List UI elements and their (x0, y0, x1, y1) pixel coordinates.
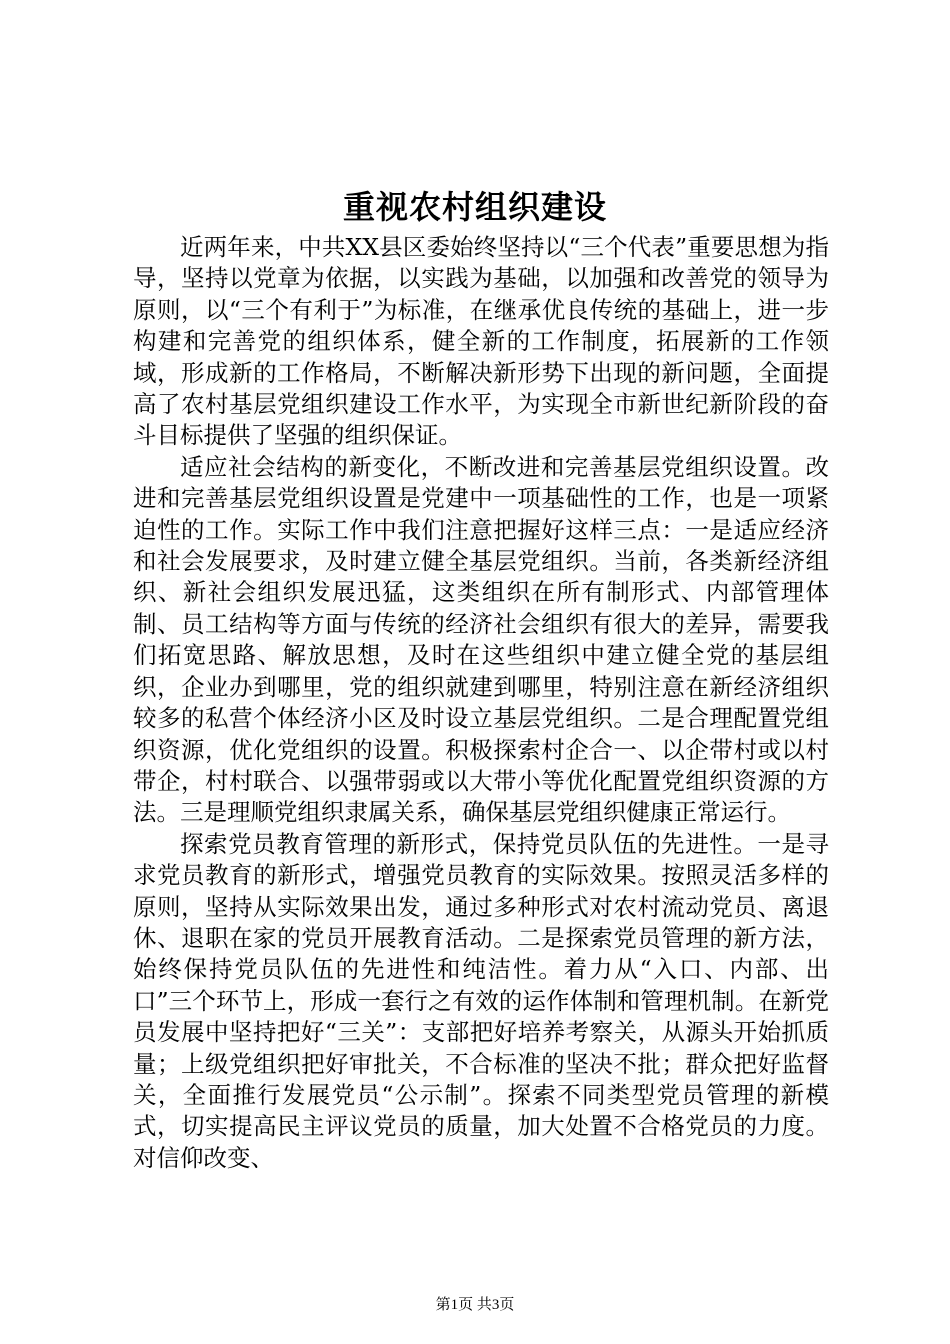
document-body (133, 232, 829, 1174)
page-footer: 第1页 共3页 (435, 1297, 515, 1313)
paragraph-2: 适应社会结构的新变化，不断改进和完善基层党组织设置。改进和完善基层党组织设置是党建中一项基础性的工作，也是一项紧迫性的工作。实际工作中我们注意把握好这样三点：一是适应经济和社会发展要求，及时建立健全基层党组织。当前，各类新经济组织、新社会组织发展迅猛，这类组织在所有制形式、内部管理体制、员工结构等方面与传统的经济社会组织有很大的差异，需要我们拓宽思路、解放思想，及时在这些组织中建立健全党的基层组织，企业办到哪里，党的组织就建到哪里，特别注意在新经济组织较多的私营个体经济小区及时设立基层党组织。二是合理配置党组织资源，优化党组织的设置。积极探索村企合一、以企带村或以村带企，村村联合、以强带弱或以大带小等优化配置党组织资源的方法。三是理顺党组织隶属关系，确保基层党组织健康正常运行。 (133, 452, 829, 827)
paragraph-1: 近两年来，中共XX县区委始终坚持以“三个代表”重要思想为指导，坚持以党章为依据，以实践为基础，以加强和改善党的领导为原则，以“三个有利于”为标准，在继承优良传统的基础上，进一步构建和完善党的组织体系，健全新的工作制度，拓展新的工作领域，形成新的工作格局，不断解决新形势下出现的新问题，全面提高了农村基层党组织建设工作水平，为实现全市新世纪新阶段的奋斗目标提供了坚强的组织保证。 (133, 233, 829, 450)
paragraph-3: 探索党员教育管理的新形式，保持党员队伍的先进性。一是寻求党员教育的新形式，增强党员教育的实际效果。按照灵活多样的原则，坚持从实际效果出发，通过多种形式对农村流动党员、离退休、退职在家的党员开展教育活动。二是探索党员管理的新方法，始终保持党员队伍的先进性和纯洁性。着力从“入口、内部、出口”三个环节上，形成一套行之有效的运作体制和管理机制。在新党员发展中坚持把好“三关”：支部把好培养考察关，从源头开始抓质量；上级党组织把好审批关，不合标准的坚决不批；群众把好监督关，全面推行发展党员“公示制”。探索不同类型党员管理的新模式，切实提高民主评议党员的质量，加大处置不合格党员的力度。对信仰改变、 (133, 829, 829, 1172)
document-title: 重视农村组织建设 (342, 188, 607, 226)
